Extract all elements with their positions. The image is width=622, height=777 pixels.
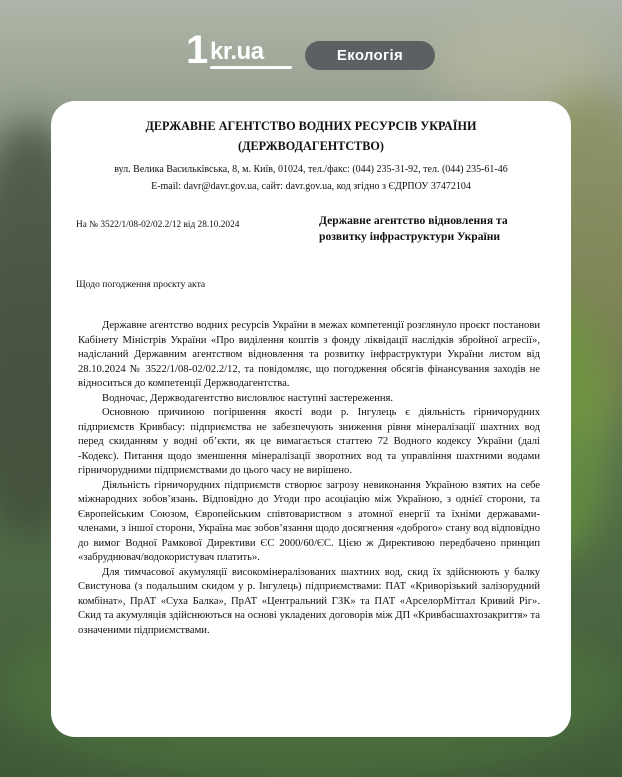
paragraph: Державне агентство водних ресурсів України в межах компетенції розглянуло проєкт постанови Кабінету Міністрів України «Про виділення коштів з фонду ліквідації наслідків збройної агресії», надісланий Державним агентством відновлення та розвитку інфраструктури України листом від 28.10.2024 № 3522/1/08-02/02.2/12, та повідомляє, що погодження обсягів фінансування заходів не відноситься до компетенції Держводагентства. bbox=[78, 320, 540, 389]
logo-text: kr.ua bbox=[210, 38, 264, 65]
recipient: Державне агентство відновлення та розвитку інфраструктури України bbox=[319, 214, 508, 243]
paragraph: Діяльність гірничорудних підприємств створює загрозу невиконання Україною взятих на себе міжнародних зобов’язань. Відповідно до Угоди про асоціацію між Україною, з однієї сторони, та Європейським Союзом, Європейським співтовариством з атомної енергії та їхніми державами-членами, з іншої сторони, Україна має зобов’язання щодо досягнення «доброго» стану вод відповідно до вимог Водної Рамкової Директиви ЄС 2000/60/ЄС. Цією ж Директивою передбачено принцип «забруднювач/водокористувач платить». bbox=[78, 479, 540, 563]
logo-underline bbox=[210, 66, 292, 69]
header bbox=[0, 0, 622, 90]
category-badge[interactable]: Екологія bbox=[305, 41, 435, 70]
agency-address: вул. Велика Васильківська, 8, м. Київ, 01024, тел./факс: (044) 235-31-92, тел. (044) 235-61-46 bbox=[114, 164, 508, 175]
agency-name: ДЕРЖАВНЕ АГЕНТСТВО ВОДНИХ РЕСУРСІВ УКРАЇНИ bbox=[145, 119, 477, 133]
site-logo[interactable] bbox=[186, 30, 294, 72]
letter-body bbox=[78, 319, 540, 638]
letter-subject: Щодо погодження проєкту акта bbox=[76, 279, 206, 290]
letter-document bbox=[51, 101, 571, 737]
paragraph: Основною причиною погіршення якості води р. Інгулець є діяльність гірничорудних підприємств Кривбасу: підприємства не забезпечують зниження рівня мінералізації шахтних вод перед скиданням у водні об’єкти, як це вимагається статтею 72 Водного кодексу України (далі -Кодекс). Питання щодо зменшення мінералізації зворотних вод та управління шахтними водами гірничорудними підприємствами до цього часу не вирішено. bbox=[78, 407, 540, 476]
logo-digit: 1 bbox=[186, 28, 207, 72]
reference-number: На № 3522/1/08-02/02.2/12 від 28.10.2024 bbox=[76, 220, 240, 230]
agency-contacts: E-mail: davr@davr.gov.ua, сайт: davr.gov.ua, код згідно з ЄДРПОУ 37472104 bbox=[151, 181, 471, 192]
agency-abbreviation: (ДЕРЖВОДАГЕНТСТВО) bbox=[238, 139, 384, 153]
paragraph: Водночас, Держводагентство висловлює наступні застереження. bbox=[102, 392, 394, 404]
paragraph: Для тимчасової акумуляції високомінералізованих шахтних вод, скид їх здійснюють у балку Свистунова (з подальшим скидом у р. Інгулець) підприємствами: ПАТ «Криворізький залізорудний комбінат», ПрАТ «Суха Балка», ПрАТ «Центральний ГЗК» та ПАТ «АрселорМіттал Кривий Ріг». Скид та акумуляція здійснюються на основі укладених договорів між ДП «Кривбасшахтозакриття» та означеними підприємствами. bbox=[78, 566, 540, 636]
